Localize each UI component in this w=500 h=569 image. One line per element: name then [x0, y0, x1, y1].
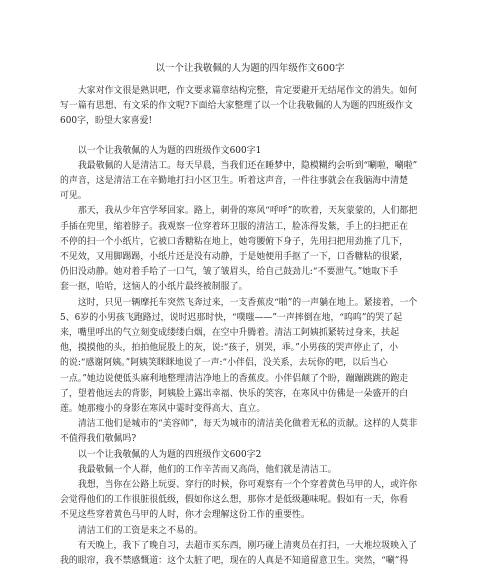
document-title: 以一个让我敬佩的人为题的四年级作文600字 [155, 63, 345, 74]
text-line: 会觉得他们的工作很脏很低级，假如你这么想，那你才是低级趣味呢。假如有一天，你看 [60, 495, 409, 506]
text-line: 我最敬佩的人是清洁工。每天早晨，当我们还在睡梦中，隐模糊约会听到“唰啦，唰啦” [60, 160, 418, 171]
paragraph-gap [60, 130, 440, 144]
text-line: 了，望着他远去的背影，阿姨脸上露出幸福、快乐的笑容，在寒风中仿佛是一朵盛开的白 [60, 388, 409, 399]
text-line: 的说:“感谢阿姨。”阿姨笑眯眯地说了一声:“小伴侣，没关系，去玩你的吧，以后当心 [60, 358, 388, 369]
section-heading: 以一个让我敬佩的人为题的四班级作文600字2 [60, 449, 262, 460]
text-line: 不见效，又用脚踢踢，小纸片还是没有动静，于是她便用手抠了一下，口香糖粘的很紧， [60, 252, 409, 263]
text-line: 那天，我从少年宫学琴回家。路上，刺骨的寒风“呼呼”的吹着，天灰蒙蒙的，人们都把 [60, 206, 418, 217]
text-line: 清洁工他们是城市的“美容师”，每天为城市的清洁美化做着无私的贡献。这样的人莫非 [60, 419, 418, 430]
intro-paragraph [60, 84, 440, 130]
text-line: 5、6岁的小男孩飞跑路过，说时迟那时快，“噗嗤——”一声摔倒在地，“呜呜”的哭了起 [60, 312, 403, 323]
text-line: 我想，当你在公路上玩耍、穿行的时候，你可观察有一个个穿着黄色马甲的人，或许你 [60, 480, 417, 491]
text-line: 的声音，这是清洁工在辛勤地打扫小区卫生。听着这声音，一件往事就会在我脑海中清楚 [60, 176, 409, 187]
text-line: 大家对作文很是熟识吧，作文要求篇章结构完整，肯定要避开无结尾作文的消失。如何 [60, 86, 417, 96]
essay-section-1 [60, 144, 440, 448]
text-line: 我最敬佩一个人群，他们的工作辛苦而又高尚，他们就是清洁工。 [60, 464, 337, 475]
essay-section-2 [60, 448, 440, 569]
text-line: 清洁工们的工资是来之不易的。 [60, 525, 203, 536]
text-line: 写一篇有思想、有文采的作文呢?下面给大家整理了以一个让我敬佩的人为题的四班级作文 [60, 101, 413, 112]
text-line: 不停的扫一个小纸片，它被口香糖粘在地上，她弯腰俯下身子，先用扫把用劲推了几下， [60, 236, 409, 247]
text-line: 一点。”她边说便低头麻利地整理清洁净地上的香蕉皮。小伴侣颠了个盼，蹦蹦跳跳的跑走 [60, 373, 409, 384]
text-line: 不值得我们敬佩吗? [60, 434, 137, 445]
text-line: 我的眼帘，我不禁感慨道：这个太脏了吧，现在的人真是不知道留意卫生。突然，“唰”得 [60, 556, 409, 567]
text-line: 手插在兜里，缩着脖子。我观察一位穿着环卫服的清洁工，脸冻得发紫，手上的扫把正在 [60, 221, 409, 232]
text-line: 可见。 [60, 191, 87, 202]
section-heading: 以一个让我敬佩的人为题的四班级作文600字1 [60, 145, 262, 156]
text-line: 套一抠，哈哈，这恼人的小纸片最终被制服了。 [60, 282, 248, 293]
text-line: 他，摸摸他的头，拍拍他屁股上的灰，说:“孩子，别哭，乖。”小男孩的哭声停止了，小 [60, 343, 398, 354]
text-line: 仍旧没动静。她对着手哈了一口气，皱了皱眉头，给自己鼓劲儿:“不要泄气。”她取下手 [60, 267, 398, 278]
text-line: 来，嘴里呼出的气立刻变成缕缕白烟，在空中升腾着。清洁工阿姨抓紧转过身来，扶起 [60, 328, 400, 339]
text-line: 有天晚上，我下了晚自习，去超市买东西，刚巧碰上清爽员在打扫，一大堆垃圾映入了 [60, 540, 417, 551]
text-line: 莲。她那瘦小的身影在寒风中霎时变得高大、直立。 [60, 404, 266, 415]
text-line: 不见这些穿着黄色马甲的人时，你才会理解这份工作的重要性。 [60, 510, 310, 521]
text-line: 这时，只见一辆摩托车突然飞奔过来，一支香蕉皮“啪”的一声躺在地上。紧接着，一个 [60, 297, 418, 308]
text-line: 600字，盼望大家喜爱! [60, 116, 153, 127]
